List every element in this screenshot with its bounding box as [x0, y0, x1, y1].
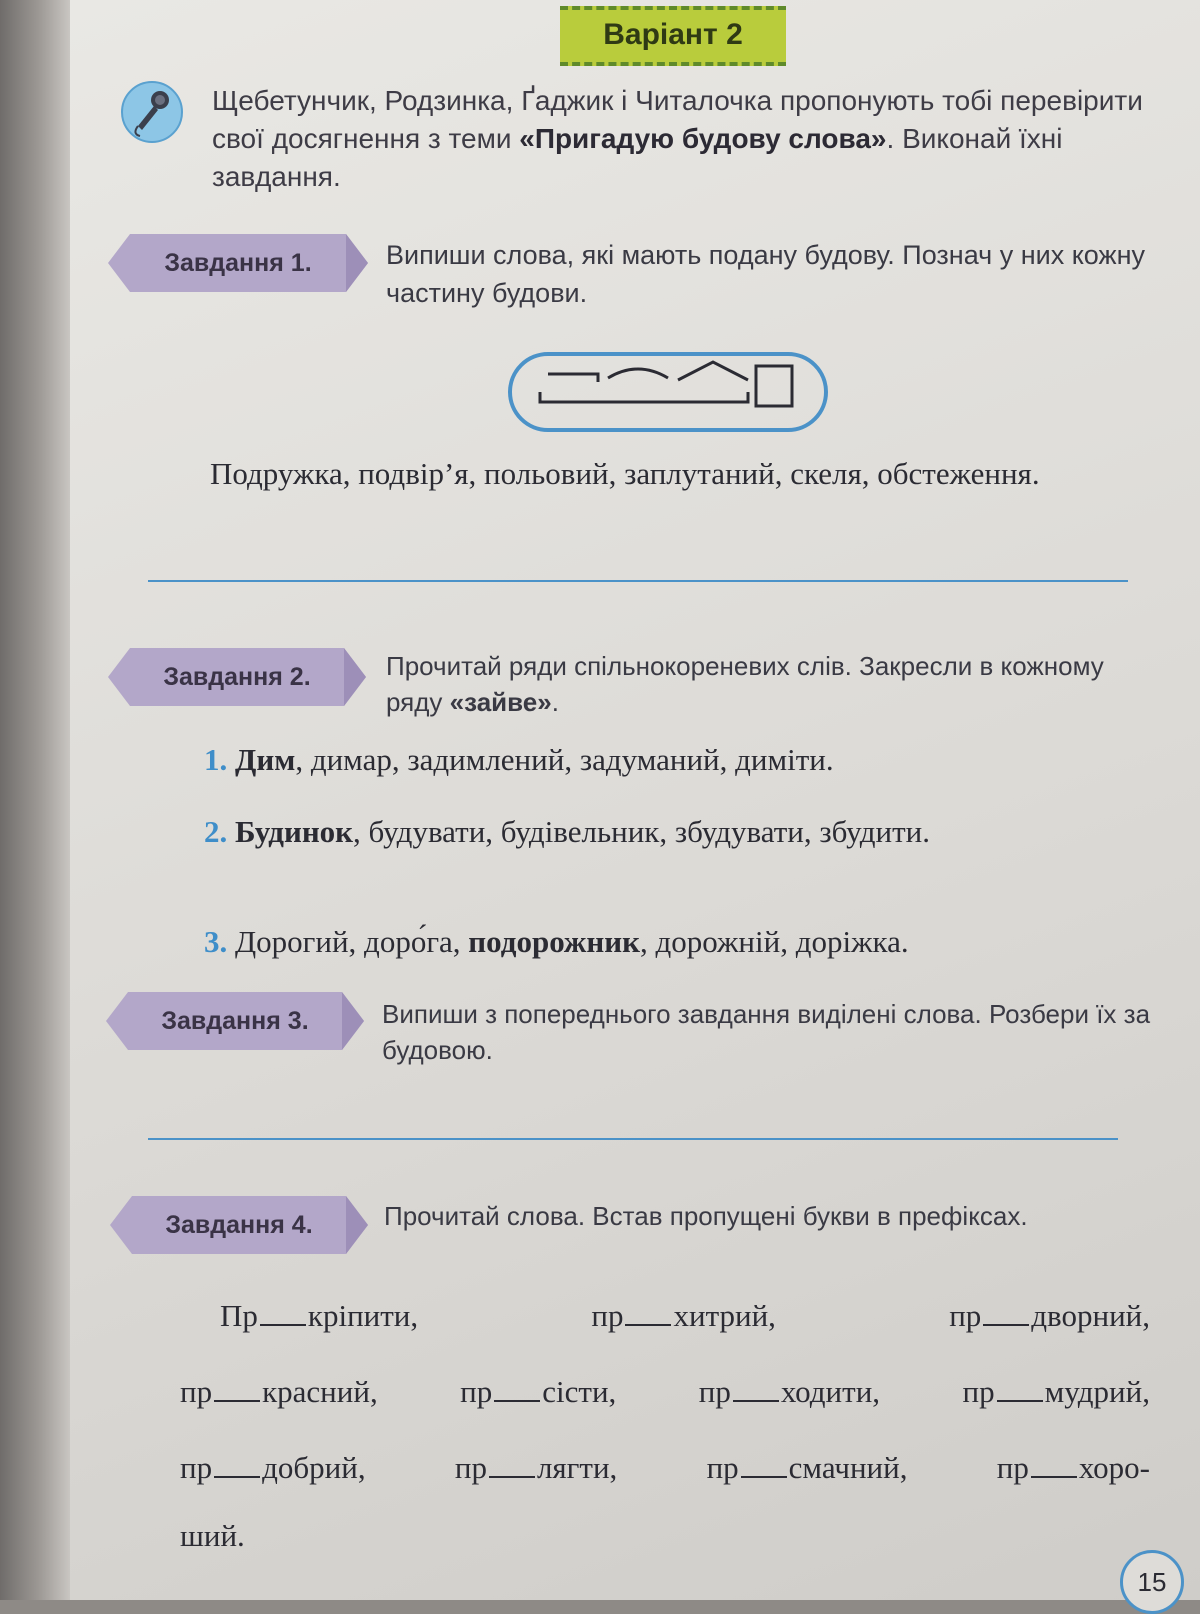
word-blank: Пр кріпити, — [220, 1298, 419, 1333]
intro-text: Щебетунчик, Родзинка, Ґаджик і Читалочка пропонують тобі перевірити свої досягнення з теми «Пригадую будову слова». Виконай їхні завдання. — [212, 85, 1143, 192]
word-blank: пр ходити, — [698, 1374, 881, 1409]
word-blank: пр сісти, — [460, 1374, 617, 1409]
word-blank: пр смачний, — [706, 1450, 908, 1485]
word-blank: пр дворний, — [949, 1298, 1150, 1333]
task-2-row-1: 1. Дим, димар, задимлений, задуманий, диміти. — [204, 742, 834, 777]
task-2-row-3: 3. Дорогий, доро́га, подорожник, дорожній, доріжка. — [204, 924, 909, 959]
task-3-instruction: Випиши з попереднього завдання виділені слова. Розбери їх за будовою. — [382, 999, 1151, 1065]
microphone-icon — [120, 80, 184, 144]
task-4-instruction: Прочитай слова. Встав пропущені букви в префіксах. — [384, 1201, 1028, 1231]
task-1-words: Подружка, подвір’я, польовий, заплутаний, скеля, обстеження. — [210, 456, 1040, 491]
task-2-instruction: Прочитай ряди спільнокореневих слів. Закресли в кожному ряду «зайве». — [386, 651, 1104, 717]
word-blank: пр красний, — [180, 1374, 378, 1409]
intro-topic: «Пригадую будову слова» — [519, 123, 887, 154]
word-blank: пр мудрий, — [962, 1374, 1150, 1409]
word-blank: пр хитрий, — [591, 1298, 776, 1333]
task-4-line-2 — [180, 1374, 1150, 1410]
word-structure-scheme — [508, 352, 828, 432]
task-4-last-line: ший. — [180, 1518, 245, 1553]
task-1-instruction: Випиши слова, які мають подану будову. Познач у них кожну частину будови. — [386, 240, 1145, 308]
variant-title: Варіант 2 — [560, 6, 786, 66]
task-3-badge: Завдання 3. — [106, 992, 364, 1050]
task-1-badge: Завдання 1. — [108, 234, 368, 292]
book-spine — [0, 0, 70, 1600]
page-number: 15 — [1120, 1550, 1184, 1614]
task-4-line-3 — [180, 1450, 1150, 1486]
answer-line — [148, 1138, 1118, 1140]
word-blank: пр добрий, — [180, 1450, 366, 1485]
task-2-badge: Завдання 2. — [108, 648, 366, 706]
word-blank: пр лягти, — [454, 1450, 618, 1485]
task-2-row-2: 2. Будинок, будувати, будівельник, збудувати, збудити. — [204, 814, 930, 849]
task-4-badge: Завдання 4. — [110, 1196, 368, 1254]
answer-line — [148, 580, 1128, 582]
task-4-line-1 — [220, 1298, 1150, 1334]
word-blank: пр хоро- — [996, 1450, 1150, 1485]
